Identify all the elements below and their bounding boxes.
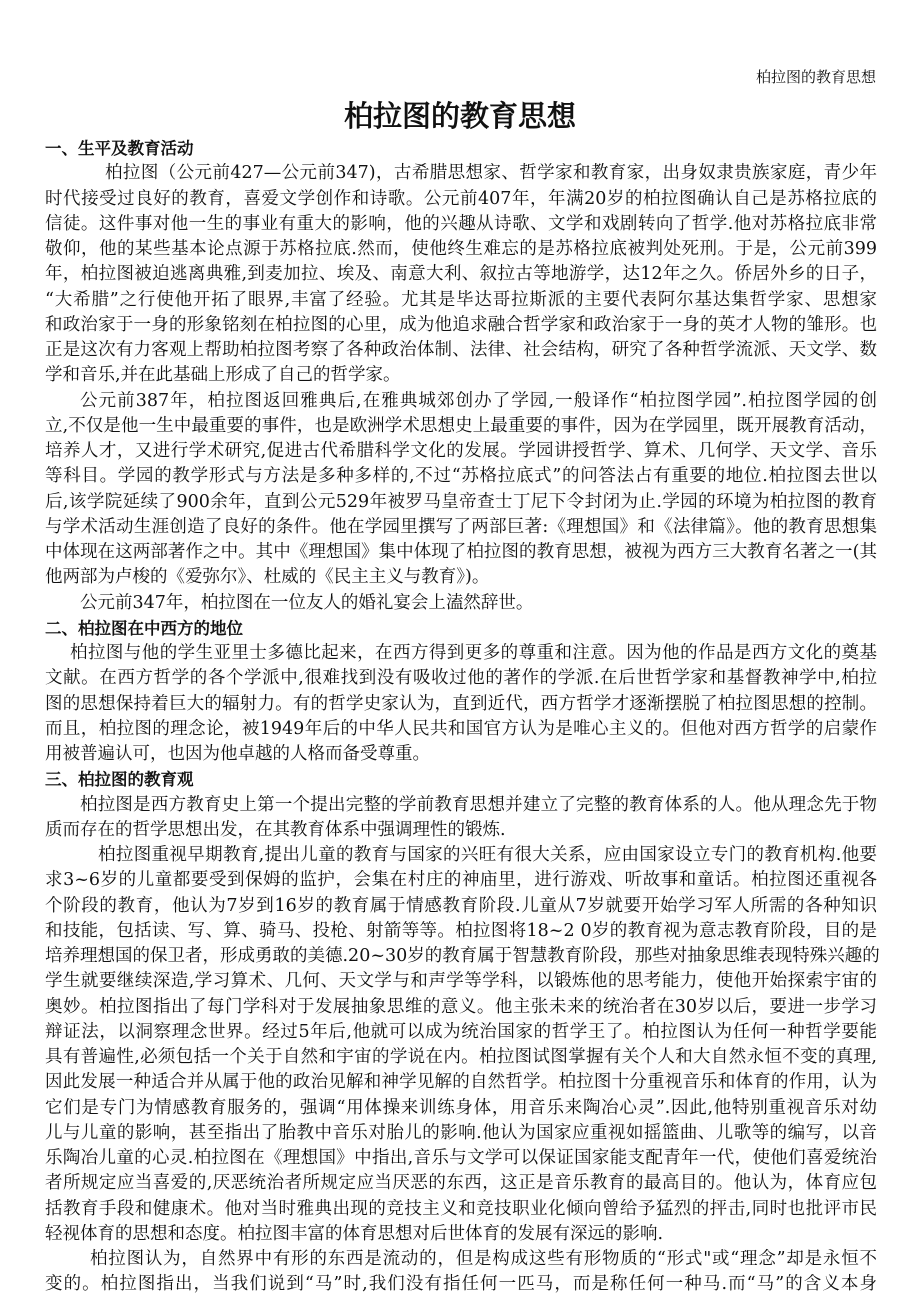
- text-line: 柏拉图是西方教育史上第一个提出完整的学前教育思想并建立了完整的教育体系的人。他从理念先于物: [80, 794, 877, 815]
- section-heading: 二、柏拉图在中西方的地位: [45, 618, 243, 638]
- text-line: 变的。柏拉图指出，当我们说到“马”时,我们没有指任何一匹马，而是称任何一种马.而“马”的含义本身: [45, 1274, 877, 1295]
- text-line: 和技能，包括读、写、算、骑马、投枪、射箭等等。柏拉图将18~2 0岁的教育视为意志教育阶段，目的是: [45, 920, 877, 941]
- text-line: 儿与儿童的影响，甚至指出了胎教中音乐对胎儿的影响.他认为国家应重视如摇篮曲、儿歌等的编写，以音: [45, 1122, 877, 1143]
- text-line: 因此发展一种适合并从属于他的政治见解和神学见解的自然哲学。柏拉图十分重视音乐和体育的作用，认为: [45, 1072, 877, 1093]
- text-line: 培养人才，又进行学术研究,促进古代希腊科学文化的发展。学园讲授哲学、算术、几何学、天文学、音乐: [45, 441, 877, 461]
- text-line: 学和音乐,并在此基础上形成了自己的哲学家。: [45, 365, 401, 386]
- section-heading: 一、生平及教育活动: [45, 139, 194, 158]
- text-line: 者所规定应当喜爱的,厌恶统治者所规定应当厌恶的东西，这正是音乐教育的最高目的。他认为，体育应包: [45, 1173, 877, 1194]
- text-line: 后,该学院延续了900余年，直到公元529年被罗马皇帝查士丁尼下令封闭为止.学园的环境为柏拉图的教育: [45, 491, 877, 512]
- text-line: 学生就要继续深造,学习算术、几何、天文学与和声学等学科，以锻炼他的思考能力，使他开始探索宇宙的: [45, 971, 877, 992]
- text-line: 培养理想国的保卫者，形成勇敢的美德.20~30岁的教育属于智慧教育阶段，那些对抽象思维表现特殊兴趣的: [45, 946, 880, 966]
- text-line: 而且，柏拉图的理念论，被1949年后的中华人民共和国官方认为是唯心主义的。但他对西方哲学的启蒙作: [45, 718, 877, 739]
- text-line: 正是这次有力客观上帮助柏拉图考察了各种政治体制、法律、社会结构，研究了各种哲学流派、天文学、数: [45, 340, 877, 360]
- text-line: 中体现在这两部著作之中。其中《理想国》集中体现了柏拉图的教育思想，被视为西方三大教育名著之一(其: [45, 542, 877, 562]
- paragraph: [45, 1247, 877, 1298]
- text-line: 年，柏拉图被迫逃离典雅,到麦加拉、埃及、南意大利、叙拉古等地游学，达12年之久。侨居外乡的日子，: [45, 264, 877, 285]
- text-line: 求3~6岁的儿童都要受到保姆的监护，会集在村庄的神庙里，进行游戏、听故事和童话。柏拉图还重视各: [45, 870, 877, 891]
- text-line: 括教育手段和健康术。他对当时雅典出现的竞技主义和竞技职业化倾向曾给予猛烈的抨击,同时也批评市民: [45, 1198, 877, 1219]
- text-line: 柏拉图认为，自然界中有形的东西是流动的，但是构成这些有形物质的“形式"或“理念”却是永恒不: [90, 1249, 877, 1269]
- document-body: [45, 136, 880, 1298]
- paragraph: [45, 591, 877, 616]
- text-line: 个阶段的教育，他认为7岁到16岁的教育属于情感教育阶段.儿童从7岁就要开始学习军人所需的各种知识: [45, 895, 877, 916]
- paragraph: [45, 843, 880, 1247]
- paragraph: [45, 793, 877, 844]
- text-line: 公元前387年，柏拉图返回雅典后,在雅典城郊创办了学园,一般译作“柏拉图学园”.柏拉图学园的创: [80, 390, 877, 411]
- text-line: “大希腊”之行使他开拓了眼界,丰富了经验。尤其是毕达哥拉斯派的主要代表阿尔基达集哲学家、思想家: [45, 289, 877, 310]
- page-title: 柏拉图的教育思想: [343, 99, 576, 133]
- text-line: 与学术活动生涯创造了良好的条件。他在学园里撰写了两部巨著:《理想国》和《法律篇》。他的教育思想集: [45, 516, 877, 537]
- section-heading: 三、柏拉图的教育观: [45, 770, 194, 790]
- text-line: 它们是专门为情感教育服务的，强调“用体操来训练身体，用音乐来陶冶心灵”.因此,他特别重视音乐对幼: [45, 1097, 877, 1118]
- text-line: 柏拉图（公元前427—公元前347)，古希腊思想家、哲学家和教育家，出身奴隶贵族家庭，青少年: [105, 163, 877, 184]
- text-line: 他两部为卢梭的《爱弥尔》、杜威的《民主主义与教育》)。: [45, 567, 490, 588]
- text-line: 柏拉图与他的学生亚里士多德比起来，在西方得到更多的尊重和注意。因为他的作品是西方文化的奠基: [70, 643, 877, 663]
- text-line: 质而存在的哲学思想出发，在其教育体系中强调理性的锻炼.: [45, 819, 506, 840]
- text-line: 等科目。学园的教学形式与方法是多种多样的,不过“苏格拉底式”的问答法占有重要的地位.柏拉图去世以: [45, 466, 877, 487]
- text-line: 轻视体育的思想和态度。柏拉图丰富的体育思想对后世体育的发展有深远的影响.: [45, 1223, 664, 1244]
- text-line: 立,不仅是他一生中最重要的事件，也是欧洲学术思想史上最重要的事件，因为在学园里，既开展教育活动，: [45, 415, 877, 436]
- text-line: 具有普遍性,必须包括一个关于自然和宇宙的学说在内。柏拉图试图掌握有关个人和大自然永恒不变的真理,: [45, 1047, 877, 1067]
- paragraph: [45, 389, 877, 591]
- paragraph: [45, 641, 877, 767]
- paragraph: [45, 161, 877, 388]
- running-header: 柏拉图的教育思想: [755, 68, 876, 86]
- text-line: 公元前347年，柏拉图在一位友人的婚礼宴会上溘然辞世。: [80, 592, 534, 613]
- text-line: 图的思想保持着巨大的辐射力。有的哲学史家认为，直到近代，西方哲学才逐渐摆脱了柏拉图思想的控制。: [45, 693, 877, 714]
- text-line: 时代接受过良好的教育，喜爱文学创作和诗歌。公元前407年，年满20岁的柏拉图确认自己是苏格拉底的: [45, 188, 877, 209]
- text-line: 柏拉图重视早期教育,提出儿童的教育与国家的兴旺有很大关系，应由国家设立专门的教育机构.他要: [98, 845, 877, 865]
- text-line: 用被普遍认可，也因为他卓越的人格而备受尊重。: [45, 744, 430, 764]
- text-line: 奥妙。柏拉图指出了每门学科对于发展抽象思维的意义。他主张未来的统治者在30岁以后，要进一步学习: [45, 996, 877, 1017]
- text-line: 信徒。这件事对他一生的事业有重大的影响，他的兴趣从诗歌、文学和戏剧转向了哲学.他对苏格拉底非常: [45, 213, 877, 234]
- text-line: 乐陶冶儿童的心灵.柏拉图在《理想国》中指出,音乐与文学可以保证国家能支配青年一代，使他们喜爱统治: [45, 1148, 877, 1168]
- text-line: 文献。在西方哲学的各个学派中,很难找到没有吸收过他的著作的学派.在后世哲学家和基督教神学中,柏拉: [45, 668, 877, 689]
- text-line: 敬仰，他的某些基本论点源于苏格拉底.然而，使他终生难忘的是苏格拉底被判处死刑。于是，公元前399: [45, 239, 877, 259]
- text-line: 和政治家于一身的形象铭刻在柏拉图的心里，成为他追求融合哲学家和政治家于一身的英才人物的雏形。也: [45, 314, 877, 335]
- text-line: 辩证法，以洞察理念世界。经过5年后,他就可以成为统治国家的哲学王了。柏拉图认为任何一种哲学要能: [45, 1021, 877, 1042]
